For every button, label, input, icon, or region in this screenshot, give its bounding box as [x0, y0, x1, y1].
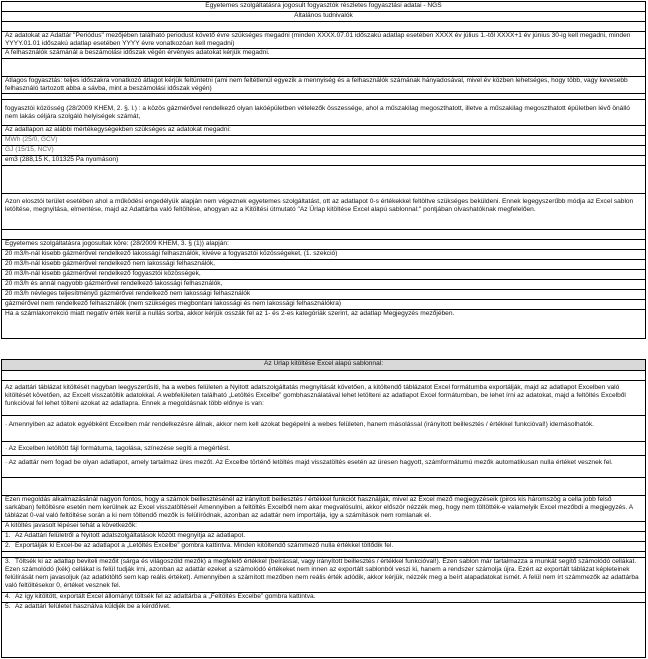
spacer-row: [2, 22, 645, 32]
user-count-paragraph: A felhasználók számánál a beszámolási időszak végén érvényes adatokat kérjük megadni.: [2, 49, 645, 59]
advantage-item: · Amennyiben az adatok egyébként Excelben már rendelkezésre állnak, akkor nem kell azokat begépelni a webes felületen, hanem másolással (irányított beillesztés / értékkel funkcióval!) idemásolhatók.: [2, 416, 645, 442]
step-number: 5.: [5, 603, 11, 610]
spacer-row: [2, 59, 645, 77]
spacer-row: [2, 371, 645, 381]
step-text: Exportálják ki Excel-be az adatlapot a „Letöltés Excelbe” gombra kattintva. Minden kitöltendő számmező nulla értékkel töltődik fel.: [15, 542, 394, 549]
step-text: Töltsék ki az adatlap beviteli mezőit (sárga és világoszöld mezők) a megfelelő értékkel (beírással, vagy irányított beillesztés / értékkel funkcióval!). Ezen sablon már tartalmazza a munkát segítő számolódó cellákat. Ezen számolódó (kék) cellákat is felül tudják írni, azonban az adattár ezeket a számolódó értékeket nem innen az exportált sablonból veszi ki, hanem a rendszer számolja újra. Ezért az exportált táblázat képleteinek felülírását nem javasoljuk (az adatkitöltő sem kap reális értéket). Amennyiben a számított mezőben nem reális érték adódik, akkor kérjük, nézzék meg a beírt alapadatokat ismét. A felül nem írt számmezők az adattárba való feltöltésekor 0, értéket vesznek fel.: [5, 558, 639, 589]
scope-item: gázmérővel nem rendelkező felhasználók (nem szükséges megbontani lakossági és nem lakossági felhasználókra): [2, 300, 645, 310]
spacer-row: [2, 166, 645, 194]
step-item: [2, 593, 645, 603]
general-info-table: [1, 1, 646, 339]
step-text: Az adattári felületet használva küldjék be a kérdőívet.: [15, 603, 171, 610]
advantage-item: · Az adattár nem fogad be olyan adatlapot, amely tartalmaz üres mezőt. Az Excelbe történő letöltés majd visszatöltés esetén az üresen hagyott, számformátumú mezők automatikusan nulla értéket vesznek fel.: [2, 456, 645, 478]
period-paragraph: Az adatokat az Adattár "Periódus" mezőjében található periodust követő évre szükséges megadni (minden XXXX.07.01 időszakú adatlap esetében XXXX év július 1.-től XXXX+1 év június 30-ig kell megadni, minden YYYY.01.01 időszakú adatlap esetében YYYY évre vonatkozóan kell megadni): [2, 32, 645, 49]
step-item: [2, 542, 645, 552]
intro-paragraph: Az adattári táblázat kitöltését nagyban leegyszerűsíti, ha a webes felületen a Nyitott adatszolgáltatás megnyitását követően, a kitöltendő táblázatot Excel formátumba exportálják, majd az adatlapot Excelben való kitöltését követően, az Excelt visszatöltik adatokkal. A webfelületen található „Letöltés Excelbe” gombhasználatával lehet letölteni az adatlapot Excel formátumban, be lehet írni az adatokat, majd a feltöltés Excelből funkcióval fel lehet tölteni azokat az adatlapra. Ennek a megoldásnak több előnye is van:: [2, 381, 645, 416]
table-title: Az Űrlap kitöltése Excel alapú sablonnal:: [2, 360, 645, 371]
unit-item: GJ (15/15, NCV): [2, 146, 645, 156]
unit-item: MWh (25/0, GCV): [2, 136, 645, 146]
step-item: [2, 532, 645, 542]
step-number: 2.: [5, 542, 11, 549]
units-header: Az adatlapon az alábbi mértékegységekben szükséges az adatokat megadni:: [2, 126, 645, 136]
table-subtitle: Általános tudnivalók: [2, 12, 645, 22]
steps-header: A kitöltés javasolt lépései tehát a következők:: [2, 522, 645, 532]
community-paragraph: fogyasztói közösség (28/2009 KHEM, 2. §. l.) : a közös gázmérővel rendelkező olyan lakóépületben vételezők összessége, ahol a műszakilag megoszthatott, illetve a műszakilag megoszthatott épületben lévő önálló nem lakás céljára szolgáló helyiségek számát,: [2, 100, 645, 126]
scope-item: 20 m3/h és annál nagyobb gázmérővel rendelkező lakossági felhasználók,: [2, 280, 645, 290]
average-consumption-paragraph: Átlagos fogyasztás: teljes időszakra vonatkozó átlagot kérjük feltüntetni (ami nem feltétlenül egyezik a mennyiség és a felhasználók számának hányadosával, mivel év közben lehetséges, hogy több, vagy kevesebb felhasználó tartozott abba a sávba, mint a beszámolási időszak végén): [2, 77, 645, 94]
scope-item: 20 m3/h-nál kisebb gázmérővel rendelkező fogyasztói közösségek,: [2, 270, 645, 280]
advantage-item: · Az Excelben letöltött fájl formátuma, tagolása, színezése segíti a megértést.: [2, 442, 645, 456]
scope-item: 20 m3/h-nál kisebb gázmérővel rendelkező lakossági felhasználók, kivéve a fogyasztói közösségeket, (1. szekció): [2, 250, 645, 260]
distributor-paragraph: Azon elosztói terület esetében ahol a működési engedélyük alapján nem végeznek egyetemes szolgáltatást, ott az adatlapot 0-s értékekkel feltöltve szükséges beküldeni. Ennek legegyszerűbb módja az Excel sablon letöltése, megnyitása, elmentése, majd az Adattárba való feltöltése, ahogyan az a Kitöltési útmutató "Az Űrlap kitöltése Excel alapú sablonnal:" pontjában olvashatóknak megfelelően.: [2, 194, 645, 230]
excel-template-table: [1, 359, 646, 658]
spacer-row: [2, 478, 645, 496]
unit-item: em3 (288,15 K, 101325 Pa nyomáson): [2, 156, 645, 166]
table-title: Egyetemes szolgáltatásra jogosult fogyasztók részletes fogyasztási adatai - NGS: [2, 2, 645, 12]
step-number: 1.: [5, 532, 11, 539]
scope-item: 20 m3/h-nál kisebb gázmérővel rendelkező nem lakossági felhasználók,: [2, 260, 645, 270]
step-item: [2, 558, 645, 593]
spacer-row: [2, 230, 645, 240]
negative-value-note: Ha a számlakorrekció miatt negatív érték kerül a nullás sorba, akkor kérjük osszák fel az 1- és 2-es kategóriák szerint, az adatlap Megjegyzés mezőjében.: [5, 310, 455, 317]
warning-paragraph: Ezen megoldás alkalmazásánál nagyon fontos, hogy a számok beillesztésénél az irányított beillesztés / értékkel funkciót használják, mivel az Excel mező megjegyzéseik (piros kis háromszög a cella jobb felső sarkában) feltöltésre esetén nem kerülnek az Excel visszatöltései! Amennyiben a feltöltés Excelből nem akar megvalósulni, akkor először nézzék meg, hogy nem töltötték-e valamelyik Excel mezőbdi a megjegyzés. A táblázat 0-val való feltöltése során a ki nem töltendő mezők is felülíródnak, azonban az adattár nem importálja, így a számítások nem romlanak el.: [2, 496, 645, 522]
step-text: Az Adattári felületről a Nyitott adatszolgáltatások között megnyitja az adatlapot.: [15, 532, 246, 539]
scope-header: Egyetemes szolgáltatásra jogosultak köre: (28/2009 KHEM, 3. § (1)) alapján:: [2, 240, 645, 250]
step-number: 4.: [5, 593, 11, 600]
step-number: 3.: [5, 558, 11, 565]
step-text: Az így kitöltött, exportált Excel állományt töltsék fel az adattárba a „Feltöltés Excelbe” gombra kattintva.: [15, 593, 316, 600]
scope-item: 20 m3/h névleges teljesítményű gázmérővel rendelkező nem lakossági felhasználók: [2, 290, 645, 300]
step-item: [2, 603, 645, 613]
